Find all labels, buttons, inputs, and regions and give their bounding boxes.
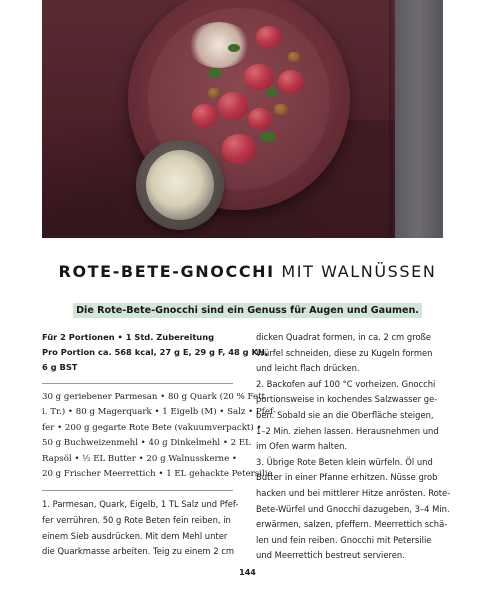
step-line: 1. Parmesan, Quark, Eigelb, 1 TL Salz und Pfef- xyxy=(42,499,239,510)
slate-board xyxy=(395,0,443,238)
recipe-title-rest: MIT WALNÜSSEN xyxy=(274,262,437,281)
recipe-photo xyxy=(42,0,443,238)
grated-parmesan xyxy=(146,150,214,220)
ingredients-list xyxy=(42,390,276,482)
gnocchi-piece xyxy=(222,134,256,164)
meta-line: Für 2 Portionen • 1 Std. Zubereitung xyxy=(42,332,215,342)
step-line: Würfel schneiden, diese zu Kugeln formen xyxy=(256,347,433,358)
walnut-piece xyxy=(208,88,220,98)
subtitle-highlight: Die Rote-Bete-Gnocchi sind ein Genuss für Augen und Gaumen. xyxy=(73,303,422,318)
right-column xyxy=(256,330,456,564)
step-line: Butter in einer Pfanne erhitzen. Nüsse grob xyxy=(256,472,438,483)
gnocchi-piece xyxy=(218,92,248,120)
parsley-leaf xyxy=(266,88,278,97)
parmesan-dish xyxy=(136,140,224,230)
step-line: 2. Backofen auf 100 °C vorheizen. Gnocchi xyxy=(256,378,436,389)
instructions-continued xyxy=(256,330,456,564)
gnocchi-piece xyxy=(248,108,272,130)
recipe-meta xyxy=(42,330,269,375)
step-line: len und fein reiben. Gnocchi mit Petersilie xyxy=(256,534,432,545)
parmesan-shavings xyxy=(188,22,250,68)
recipe-subtitle xyxy=(0,298,495,317)
step-line: im Ofen warm halten. xyxy=(256,441,348,452)
ingredient-line: 20 g Frischer Meerrettich • 1 EL gehackte Petersilie xyxy=(42,469,273,480)
step-line: einem Sieb ausdrücken. Mit dem Mehl unter xyxy=(42,530,228,541)
divider xyxy=(42,490,233,491)
ingredient-line: i. Tr.) • 80 g Magerquark • 1 Eigelb (M) • Salz • Pfef- xyxy=(42,407,276,418)
recipe-title-bold: ROTE-BETE-GNOCCHI xyxy=(58,262,275,281)
step-line: fer verrühren. 50 g Rote Beten fein reiben, in xyxy=(42,515,231,526)
step-line: 3. Übrige Rote Beten klein würfeln. Öl und xyxy=(256,456,433,467)
step-line: und Meerrettich bestreut servieren. xyxy=(256,550,405,561)
walnut-piece xyxy=(288,52,300,62)
step-line: erwärmen, salzen, pfeffern. Meerrettich schä- xyxy=(256,519,448,530)
meta-line: 6 g BST xyxy=(42,362,78,372)
page-number: 144 xyxy=(239,568,256,577)
ingredient-line: 30 g geriebener Parmesan • 80 g Quark (20 % Fett xyxy=(42,392,265,402)
step-line: Bete-Würfel und Gnocchi dazugeben, 3–4 Min. xyxy=(256,503,450,514)
instructions-start xyxy=(42,497,239,559)
step-line: hacken und bei mittlerer Hitze anrösten. Rote- xyxy=(256,487,451,498)
gnocchi-piece xyxy=(192,104,218,128)
gnocchi-piece xyxy=(256,26,282,48)
divider xyxy=(42,383,233,384)
step-line: die Quarkmasse arbeiten. Teig zu einem 2 cm xyxy=(42,546,235,557)
walnut-piece xyxy=(274,104,288,115)
ingredient-line: 50 g Buchweizenmehl • 40 g Dinkelmehl • 2 EL xyxy=(42,438,251,449)
step-line: portionsweise in kochendes Salzwasser ge- xyxy=(256,394,438,405)
step-line: dicken Quadrat formen, in ca. 2 cm große xyxy=(256,332,432,342)
left-column xyxy=(42,330,276,560)
parsley-leaf xyxy=(208,68,222,78)
gnocchi-piece xyxy=(278,70,304,94)
meta-line: Pro Portion ca. 568 kcal, 27 g E, 29 g F, 48 g KH, xyxy=(42,347,269,357)
ingredient-line: fer • 200 g gegarte Rote Bete (vakuumverpackt) • xyxy=(42,422,262,433)
gnocchi-piece xyxy=(244,64,274,90)
step-line: ben. Sobald sie an die Oberfläche steigen, xyxy=(256,409,434,420)
ingredient-line: Rapsöl • ½ EL Butter • 20 g Walnusskerne • xyxy=(42,453,237,464)
recipe-title xyxy=(0,262,495,281)
step-line: und leicht flach drücken. xyxy=(256,363,360,374)
parsley-leaf xyxy=(228,44,240,52)
parsley-leaf xyxy=(260,132,276,142)
step-line: 1–2 Min. ziehen lassen. Herausnehmen und xyxy=(256,425,439,436)
